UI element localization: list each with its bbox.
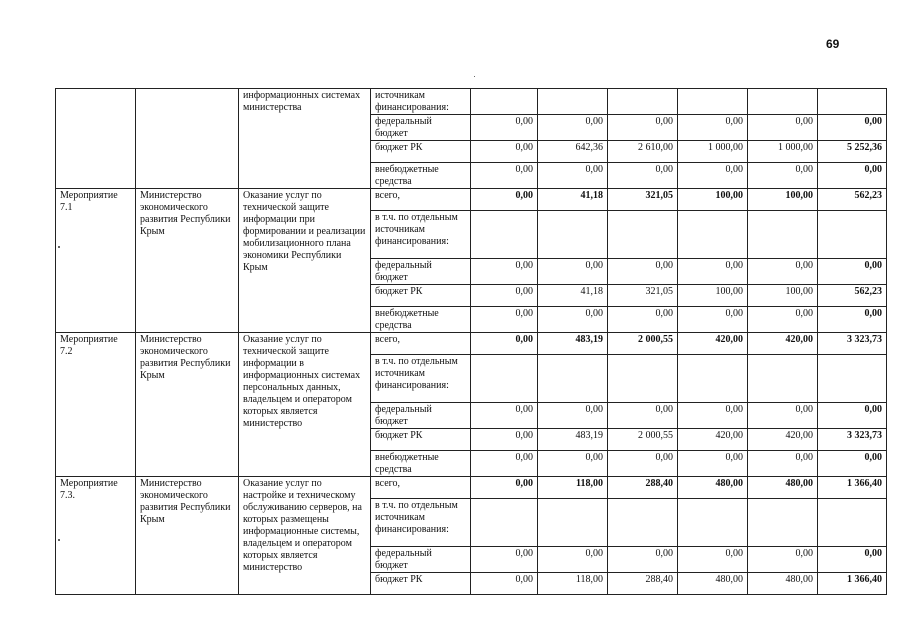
value-cell: 642,36 xyxy=(538,141,608,163)
table-row xyxy=(56,89,887,115)
continuation-executor-cell xyxy=(136,89,239,189)
value-cell: 0,00 xyxy=(471,307,538,333)
value-cell: 0,00 xyxy=(471,141,538,163)
total-cell: 562,23 xyxy=(818,189,887,211)
value-cell xyxy=(678,211,748,259)
value-cell: 0,00 xyxy=(748,115,818,141)
value-cell: 0,00 xyxy=(471,451,538,477)
total-cell: 3 323,73 xyxy=(818,429,887,451)
value-cell: 0,00 xyxy=(538,115,608,141)
source-label: федеральный бюджет xyxy=(371,259,471,285)
value-cell: 0,00 xyxy=(608,259,678,285)
value-cell: 0,00 xyxy=(748,259,818,285)
value-cell: 0,00 xyxy=(538,163,608,189)
value-cell: 0,00 xyxy=(678,259,748,285)
value-cell: 0,00 xyxy=(471,285,538,307)
source-label: федеральный бюджет xyxy=(371,115,471,141)
value-cell: 0,00 xyxy=(678,163,748,189)
continuation-description: информационных системах министерства xyxy=(239,89,371,189)
value-cell: 2 000,55 xyxy=(608,333,678,355)
value-cell xyxy=(471,211,538,259)
source-label: внебюджетные средства xyxy=(371,451,471,477)
value-cell xyxy=(608,355,678,403)
value-cell xyxy=(538,499,608,547)
source-label: всего, xyxy=(371,333,471,355)
value-cell xyxy=(748,499,818,547)
value-cell xyxy=(748,89,818,115)
event-executor: Министерство экономического развития Республики Крым xyxy=(136,189,239,333)
value-cell: 0,00 xyxy=(608,115,678,141)
value-cell: 0,00 xyxy=(608,547,678,573)
value-cell xyxy=(538,211,608,259)
value-cell xyxy=(538,89,608,115)
event-name: Мероприятие 7.2 xyxy=(56,333,136,477)
value-cell: 1 000,00 xyxy=(748,141,818,163)
value-cell xyxy=(538,355,608,403)
total-cell: 0,00 xyxy=(818,307,887,333)
value-cell: 0,00 xyxy=(678,547,748,573)
value-cell: 420,00 xyxy=(748,333,818,355)
value-cell: 0,00 xyxy=(471,259,538,285)
value-cell: 100,00 xyxy=(678,285,748,307)
page-number: 69 xyxy=(826,37,840,51)
event-name: Мероприятие 7.1 xyxy=(56,189,136,333)
value-cell: 0,00 xyxy=(608,451,678,477)
value-cell xyxy=(678,355,748,403)
value-cell: 480,00 xyxy=(678,573,748,595)
total-cell: 0,00 xyxy=(818,115,887,141)
value-cell: 288,40 xyxy=(608,477,678,499)
budget-table xyxy=(55,88,887,595)
value-cell: 0,00 xyxy=(538,259,608,285)
continuation-name-cell xyxy=(56,89,136,189)
total-cell: 3 323,73 xyxy=(818,333,887,355)
source-label: бюджет РК xyxy=(371,141,471,163)
source-label: всего, xyxy=(371,189,471,211)
total-cell: 5 252,36 xyxy=(818,141,887,163)
total-cell: 0,00 xyxy=(818,163,887,189)
scan-speck xyxy=(58,539,60,541)
value-cell: 100,00 xyxy=(748,285,818,307)
value-cell: 0,00 xyxy=(748,451,818,477)
value-cell: 321,05 xyxy=(608,189,678,211)
source-label: в т.ч. по отдельным источникам финансирования: xyxy=(371,499,471,547)
value-cell xyxy=(608,211,678,259)
value-cell: 480,00 xyxy=(748,477,818,499)
value-cell: 0,00 xyxy=(678,115,748,141)
value-cell: 0,00 xyxy=(678,403,748,429)
total-cell xyxy=(818,355,887,403)
total-cell: 0,00 xyxy=(818,259,887,285)
value-cell: 118,00 xyxy=(538,573,608,595)
event-executor: Министерство экономического развития Республики Крым xyxy=(136,333,239,477)
event-executor: Министерство экономического развития Республики Крым xyxy=(136,477,239,595)
value-cell: 480,00 xyxy=(678,477,748,499)
value-cell: 0,00 xyxy=(471,477,538,499)
source-label: всего, xyxy=(371,477,471,499)
value-cell: 483,19 xyxy=(538,429,608,451)
event-description: Оказание услуг по технической защите информации в информационных системах персональных данных, владельцем и оператором которых является министерство xyxy=(239,333,371,477)
value-cell: 118,00 xyxy=(538,477,608,499)
value-cell: 0,00 xyxy=(608,163,678,189)
value-cell: 420,00 xyxy=(678,333,748,355)
total-cell: 0,00 xyxy=(818,403,887,429)
event-description: Оказание услуг по технической защите информации при формировании и реализации мобилизационного плана экономики Республики Крым xyxy=(239,189,371,333)
value-cell: 0,00 xyxy=(471,163,538,189)
total-cell: 0,00 xyxy=(818,547,887,573)
source-label: бюджет РК xyxy=(371,429,471,451)
value-cell: 0,00 xyxy=(538,451,608,477)
table-row xyxy=(56,477,887,499)
source-label: федеральный бюджет xyxy=(371,403,471,429)
value-cell: 483,19 xyxy=(538,333,608,355)
value-cell: 0,00 xyxy=(748,307,818,333)
source-label: внебюджетные средства xyxy=(371,163,471,189)
value-cell: 41,18 xyxy=(538,189,608,211)
source-label: в т.ч. по отдельным источникам финансирования: xyxy=(371,211,471,259)
source-label: бюджет РК xyxy=(371,285,471,307)
value-cell xyxy=(678,89,748,115)
value-cell xyxy=(678,499,748,547)
value-cell: 1 000,00 xyxy=(678,141,748,163)
value-cell: 0,00 xyxy=(678,451,748,477)
table-row xyxy=(56,189,887,211)
total-cell: 1 366,40 xyxy=(818,477,887,499)
value-cell xyxy=(471,499,538,547)
total-cell xyxy=(818,89,887,115)
total-cell: 562,23 xyxy=(818,285,887,307)
total-cell: 0,00 xyxy=(818,451,887,477)
value-cell xyxy=(748,355,818,403)
value-cell: 0,00 xyxy=(748,403,818,429)
event-description: Оказание услуг по настройке и техническому обслуживанию серверов, на которых размещены информационные системы, владельцем и оператором которых является министерство xyxy=(239,477,371,595)
value-cell: 100,00 xyxy=(748,189,818,211)
value-cell: 2 610,00 xyxy=(608,141,678,163)
source-label: бюджет РК xyxy=(371,573,471,595)
value-cell: 100,00 xyxy=(678,189,748,211)
value-cell: 0,00 xyxy=(471,573,538,595)
value-cell: 0,00 xyxy=(471,333,538,355)
source-label: в т.ч. по отдельным источникам финансирования: xyxy=(371,355,471,403)
total-cell xyxy=(818,211,887,259)
value-cell: 0,00 xyxy=(678,307,748,333)
value-cell: 480,00 xyxy=(748,573,818,595)
value-cell xyxy=(471,355,538,403)
value-cell: 0,00 xyxy=(748,163,818,189)
value-cell: 420,00 xyxy=(678,429,748,451)
total-cell: 1 366,40 xyxy=(818,573,887,595)
value-cell: 420,00 xyxy=(748,429,818,451)
value-cell: 0,00 xyxy=(471,547,538,573)
value-cell xyxy=(608,499,678,547)
value-cell: 0,00 xyxy=(471,403,538,429)
source-label: источникам финансирования: xyxy=(371,89,471,115)
scan-speck xyxy=(58,246,60,248)
value-cell xyxy=(748,211,818,259)
source-label: внебюджетные средства xyxy=(371,307,471,333)
value-cell xyxy=(471,89,538,115)
value-cell: 0,00 xyxy=(608,403,678,429)
value-cell: 0,00 xyxy=(471,429,538,451)
value-cell: 0,00 xyxy=(538,307,608,333)
value-cell xyxy=(608,89,678,115)
table-row xyxy=(56,333,887,355)
value-cell: 0,00 xyxy=(471,189,538,211)
value-cell: 0,00 xyxy=(608,307,678,333)
value-cell: 288,40 xyxy=(608,573,678,595)
value-cell: 41,18 xyxy=(538,285,608,307)
total-cell xyxy=(818,499,887,547)
value-cell: 321,05 xyxy=(608,285,678,307)
value-cell: 0,00 xyxy=(538,403,608,429)
value-cell: 0,00 xyxy=(538,547,608,573)
value-cell: 0,00 xyxy=(471,115,538,141)
scan-speck xyxy=(474,76,475,77)
value-cell: 2 000,55 xyxy=(608,429,678,451)
event-name: Мероприятие 7.3. xyxy=(56,477,136,595)
source-label: федеральный бюджет xyxy=(371,547,471,573)
value-cell: 0,00 xyxy=(748,547,818,573)
